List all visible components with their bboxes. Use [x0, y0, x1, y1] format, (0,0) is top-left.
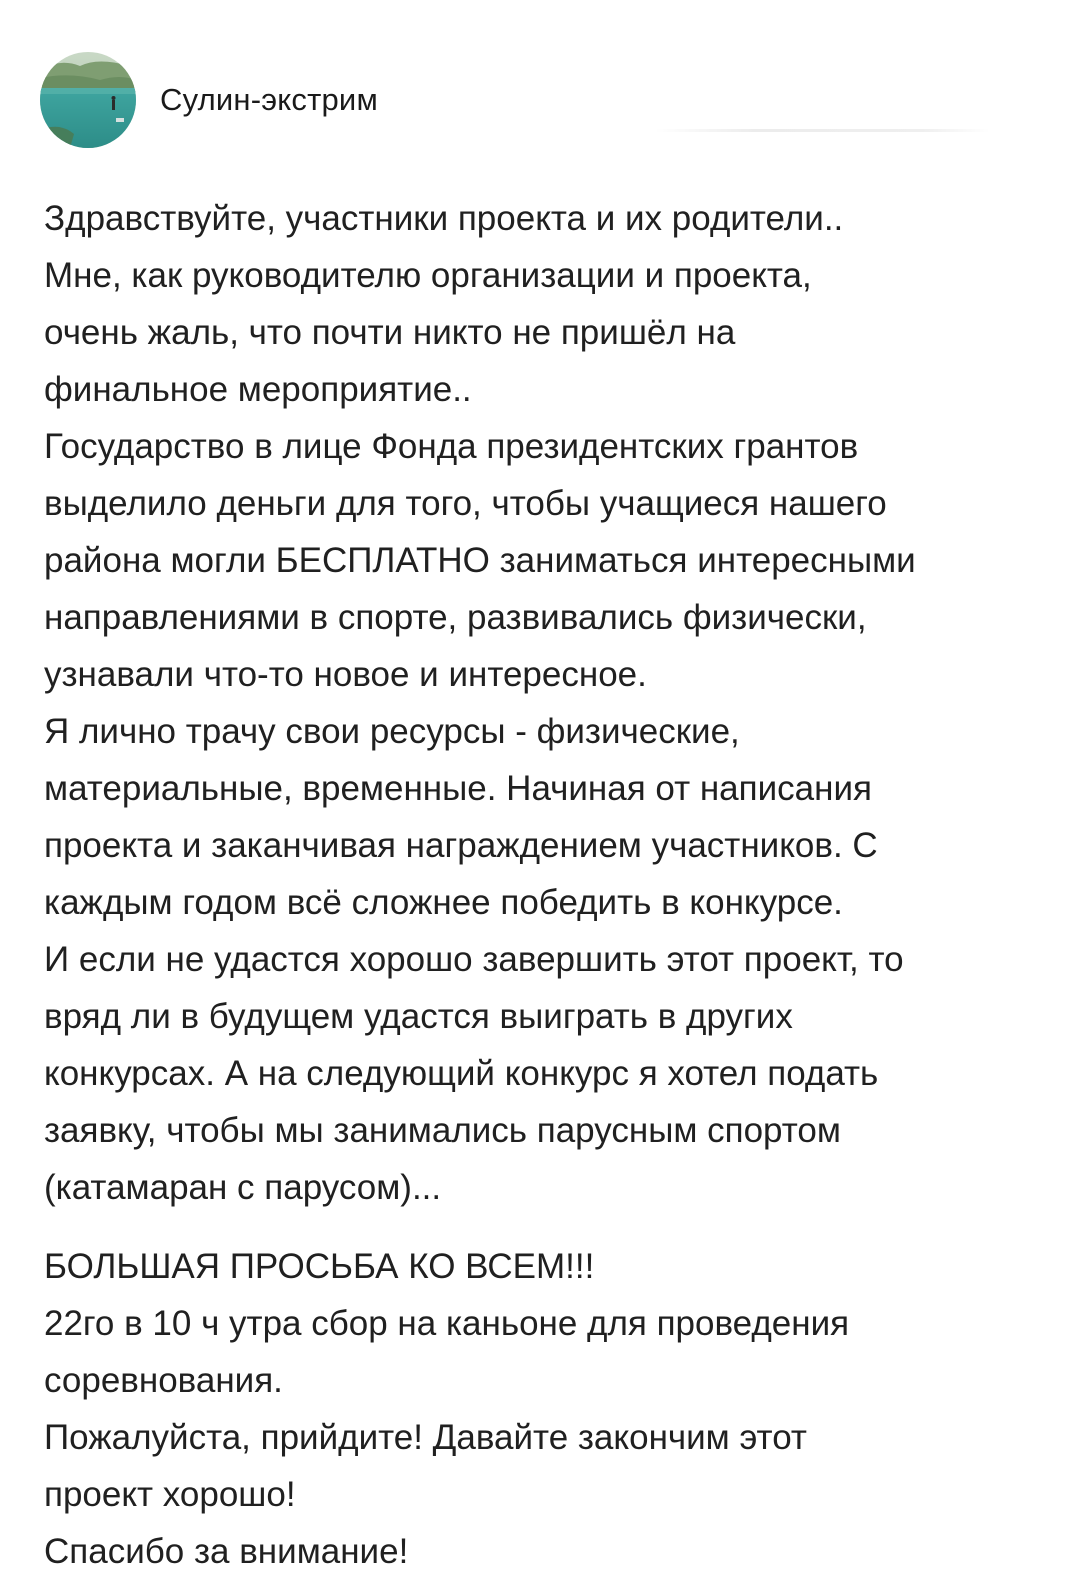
- text-line: Пожалуйста, прийдите! Давайте закончим этот: [44, 1418, 807, 1457]
- text-line: района могли БЕСПЛАТНО заниматься интересными: [44, 541, 916, 580]
- text-line: Здравствуйте, участники проекта и их родители..: [44, 199, 844, 238]
- text-line: Государство в лице Фонда президентских грантов: [44, 427, 859, 466]
- text-line: направлениями в спорте, развивались физически,: [44, 598, 867, 637]
- text-line: Я лично трачу свои ресурсы - физические,: [44, 712, 740, 751]
- text-line: 22го в 10 ч утра сбор на каньоне для проведения: [44, 1304, 850, 1343]
- text-line: Мне, как руководителю организации и проекта,: [44, 256, 812, 295]
- divider: [655, 129, 990, 132]
- text-line: БОЛЬШАЯ ПРОСЬБА КО ВСЕМ!!!: [44, 1247, 595, 1286]
- paragraph-1: [44, 190, 1044, 1216]
- paragraph-gap: [44, 1216, 1044, 1238]
- text-line: заявку, чтобы мы занимались парусным спортом: [44, 1111, 841, 1150]
- paragraph-2: [44, 1238, 1044, 1580]
- text-line: соревнования.: [44, 1361, 283, 1400]
- text-line: Спасибо за внимание!: [44, 1532, 409, 1571]
- text-line: каждым годом всё сложнее победить в конкурсе.: [44, 883, 843, 922]
- author-avatar[interactable]: [40, 52, 136, 148]
- avatar-lake-photo-icon: [40, 52, 136, 148]
- post-header: [40, 52, 378, 148]
- text-line: финальное мероприятие..: [44, 370, 472, 409]
- text-line: конкурсах. А на следующий конкурс я хотел подать: [44, 1054, 879, 1093]
- text-line: очень жаль, что почти никто не пришёл на: [44, 313, 736, 352]
- text-line: проекта и заканчивая награждением участников. С: [44, 826, 878, 865]
- text-line: проект хорошо!: [44, 1475, 296, 1514]
- author-name[interactable]: Сулин-экстрим: [160, 82, 378, 117]
- text-line: (катамаран с парусом)...: [44, 1168, 442, 1207]
- text-line: узнавали что-то новое и интересное.: [44, 655, 647, 694]
- text-line: И если не удастся хорошо завершить этот проект, то: [44, 940, 904, 979]
- text-line: материальные, временные. Начиная от написания: [44, 769, 872, 808]
- text-line: вряд ли в будущем удастся выиграть в других: [44, 997, 793, 1036]
- text-line: выделило деньги для того, чтобы учащиеся нашего: [44, 484, 887, 523]
- post-text: [44, 190, 1044, 1580]
